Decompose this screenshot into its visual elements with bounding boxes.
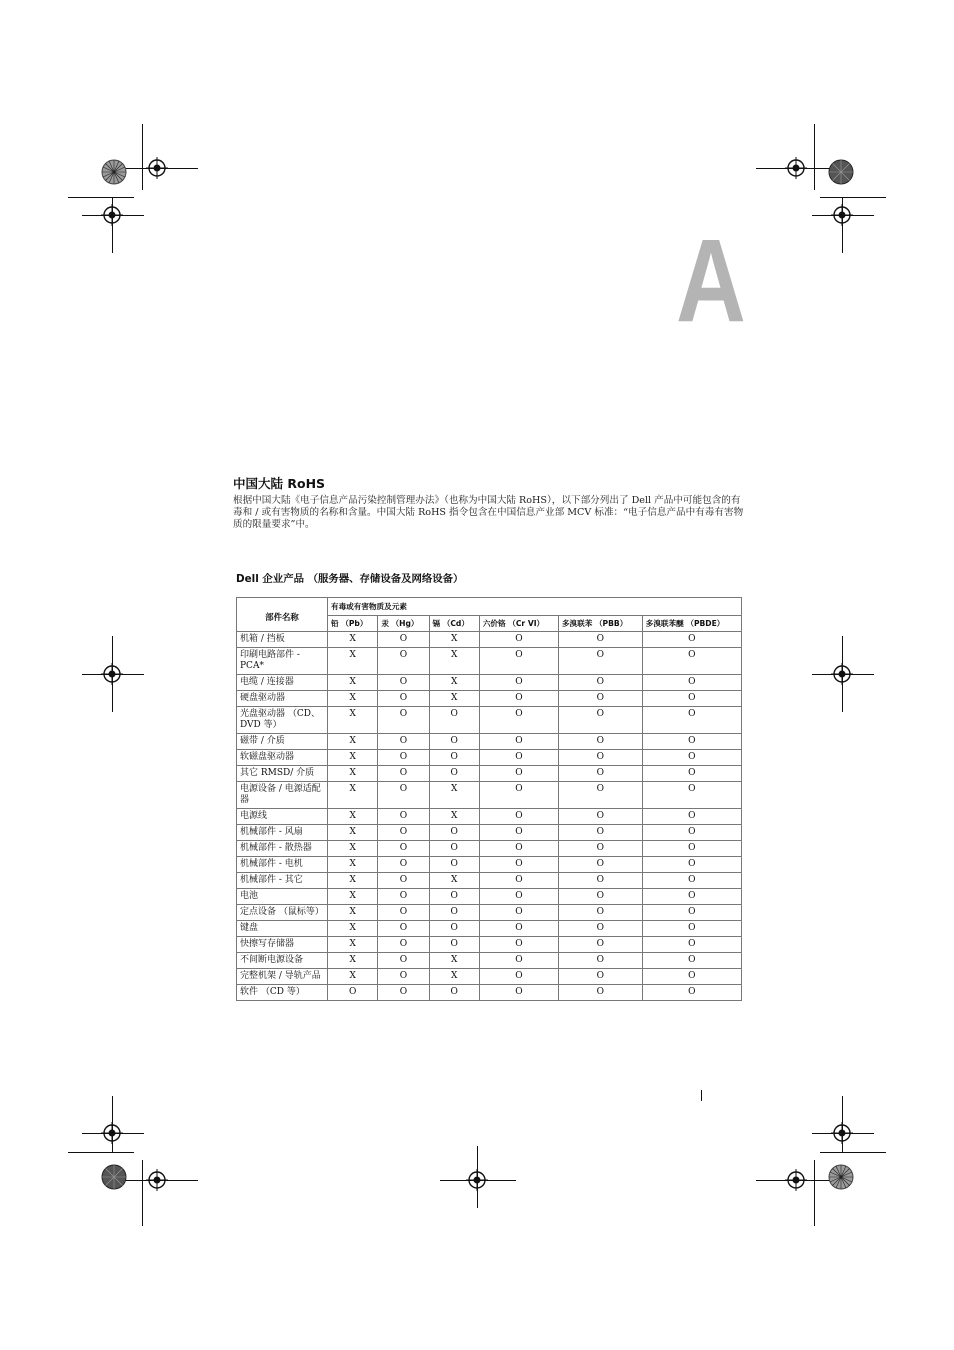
table-row [237,691,742,707]
substance-value-cell: O [642,750,741,766]
substances-group-header: 有毒或有害物质及元素 [328,598,742,616]
starburst-target-icon [101,159,127,185]
substance-value-cell: O [558,632,642,648]
part-name-cell: 完整机架 / 导轨产品 [237,969,328,985]
substance-value-cell: O [642,825,741,841]
table-caption: Dell 企业产品 （服务器、存储设备及网络设备） [236,573,464,585]
part-name-cell: 软件 （CD 等） [237,985,328,1001]
registration-mark-icon [101,1122,123,1144]
registration-mark-icon [785,157,807,179]
substance-value-cell: O [479,766,558,782]
rohs-table [236,597,742,1001]
substance-value-cell: O [558,648,642,675]
substance-value-cell: X [328,809,378,825]
table-row [237,675,742,691]
substance-value-cell: O [378,691,429,707]
part-name-cell: 机械部件 - 风扇 [237,825,328,841]
substance-value-cell: X [328,691,378,707]
substance-value-cell: O [429,750,479,766]
table-body [237,632,742,1001]
table-row [237,648,742,675]
column-header: 六价铬 （Cr VI） [479,616,558,632]
substance-value-cell: O [378,969,429,985]
table-row [237,766,742,782]
substance-value-cell: X [328,953,378,969]
column-header: 铅 （Pb） [328,616,378,632]
substance-value-cell: O [479,825,558,841]
substance-value-cell: O [479,937,558,953]
chapter-letter: A [676,215,746,347]
substance-value-cell: O [558,809,642,825]
substance-value-cell: O [378,889,429,905]
part-name-cell: 机械部件 - 电机 [237,857,328,873]
substance-value-cell: X [328,766,378,782]
substance-value-cell: O [479,750,558,766]
part-name-cell: 电源设备 / 电源适配器 [237,782,328,809]
substance-value-cell: O [642,857,741,873]
substance-value-cell: O [642,766,741,782]
substance-value-cell: X [328,734,378,750]
substance-value-cell: O [558,691,642,707]
starburst-target-icon [828,159,854,185]
substance-value-cell: X [429,648,479,675]
substance-value-cell: O [479,905,558,921]
part-name-cell: 机械部件 - 其它 [237,873,328,889]
substance-value-cell: O [479,675,558,691]
registration-mark-icon [831,663,853,685]
substance-value-cell: X [429,953,479,969]
registration-mark-icon [831,1122,853,1144]
part-name-cell: 机箱 / 挡板 [237,632,328,648]
substance-value-cell: O [642,675,741,691]
substance-value-cell: O [378,825,429,841]
substance-value-cell: O [642,809,741,825]
substance-value-cell: O [558,675,642,691]
substance-value-cell: O [558,825,642,841]
substance-value-cell: O [429,937,479,953]
substance-value-cell: O [378,750,429,766]
substance-value-cell: O [479,873,558,889]
substance-value-cell: O [378,905,429,921]
substance-value-cell: O [429,921,479,937]
substance-value-cell: O [378,873,429,889]
part-name-cell: 快擦写存储器 [237,937,328,953]
substance-value-cell: O [642,889,741,905]
table-row [237,937,742,953]
substance-value-cell: O [479,841,558,857]
registration-mark-icon [146,157,168,179]
substance-value-cell: X [328,632,378,648]
substance-value-cell: O [429,707,479,734]
substance-value-cell: O [429,734,479,750]
substance-value-cell: O [378,782,429,809]
substance-value-cell: O [558,750,642,766]
substance-value-cell: O [429,857,479,873]
substance-value-cell: X [328,921,378,937]
column-header: 汞 （Hg） [378,616,429,632]
substance-value-cell: X [328,675,378,691]
substance-value-cell: O [642,953,741,969]
substance-value-cell: O [429,985,479,1001]
substance-value-cell: X [328,937,378,953]
substance-value-cell: X [429,809,479,825]
substance-value-cell: X [328,969,378,985]
table-row [237,873,742,889]
substance-value-cell: X [328,707,378,734]
substance-value-cell: O [642,632,741,648]
part-name-cell: 软磁盘驱动器 [237,750,328,766]
substance-value-cell: O [479,648,558,675]
substance-value-cell: O [642,921,741,937]
starburst-target-icon [101,1164,127,1190]
substance-value-cell: X [429,691,479,707]
substance-value-cell: O [558,707,642,734]
substance-value-cell: O [378,953,429,969]
substance-value-cell: X [429,675,479,691]
substance-value-cell: O [558,782,642,809]
substance-value-cell: O [642,734,741,750]
substance-value-cell: X [328,782,378,809]
substance-value-cell: X [429,873,479,889]
substance-value-cell: O [642,648,741,675]
part-name-cell: 磁带 / 介质 [237,734,328,750]
column-header: 多溴联苯 （PBB） [558,616,642,632]
substance-value-cell: X [328,873,378,889]
substance-value-cell: O [429,889,479,905]
starburst-target-icon [828,1164,854,1190]
table-row [237,857,742,873]
substance-value-cell: O [558,889,642,905]
page-number-bar [701,1090,702,1101]
substance-value-cell: O [558,953,642,969]
substance-value-cell: O [642,691,741,707]
substance-value-cell: O [479,734,558,750]
substance-value-cell: X [328,825,378,841]
substance-value-cell: O [479,889,558,905]
substance-value-cell: X [328,750,378,766]
substance-value-cell: O [558,921,642,937]
registration-mark-icon [785,1169,807,1191]
substance-value-cell: O [378,921,429,937]
part-name-cell: 不间断电源设备 [237,953,328,969]
substance-value-cell: O [558,734,642,750]
substance-value-cell: O [558,937,642,953]
substance-value-cell: O [642,985,741,1001]
substance-value-cell: O [378,675,429,691]
registration-mark-icon [146,1169,168,1191]
substance-value-cell: O [378,841,429,857]
part-name-cell: 定点设备 （鼠标等） [237,905,328,921]
substance-value-cell: O [378,985,429,1001]
registration-mark-icon [466,1169,488,1191]
intro-paragraph: 根据中国大陆《电子信息产品污染控制管理办法》（也称为中国大陆 RoHS），以下部分列出了 Dell 产品中可能包含的有毒和 / 或有害物质的名称和含量。中国大陆 RoHS 指令包含在中国信息产业部 MCV 标准：“电子信息产品中有毒有害物质的限量要求”中。 [233,495,744,530]
substance-value-cell: O [479,782,558,809]
substance-value-cell: O [642,841,741,857]
substance-value-cell: O [558,985,642,1001]
table-row [237,734,742,750]
substance-value-cell: O [642,707,741,734]
part-name-cell: 其它 RMSD/ 介质 [237,766,328,782]
substance-value-cell: O [558,766,642,782]
part-name-cell: 电源线 [237,809,328,825]
substance-value-cell: O [429,905,479,921]
substance-value-cell: O [479,985,558,1001]
table-row [237,782,742,809]
part-name-cell: 键盘 [237,921,328,937]
registration-mark-icon [101,204,123,226]
table-row [237,969,742,985]
substance-value-cell: X [328,905,378,921]
substance-value-cell: O [642,873,741,889]
substance-value-cell: O [479,921,558,937]
substance-value-cell: O [378,734,429,750]
substance-value-cell: O [642,905,741,921]
substance-value-cell: O [479,632,558,648]
table-row [237,921,742,937]
substance-value-cell: O [479,969,558,985]
substance-value-cell: X [328,889,378,905]
table-row [237,632,742,648]
substance-value-cell: O [479,809,558,825]
substance-value-cell: O [479,857,558,873]
table-row [237,707,742,734]
substance-value-cell: X [328,841,378,857]
part-name-cell: 印刷电路部件 - PCA* [237,648,328,675]
substance-value-cell: O [378,809,429,825]
substance-value-cell: O [558,873,642,889]
table-row [237,750,742,766]
table-row [237,841,742,857]
substance-value-cell: O [378,766,429,782]
substance-value-cell: X [328,648,378,675]
substance-value-cell: O [479,953,558,969]
table-row [237,825,742,841]
substance-value-cell: O [328,985,378,1001]
substance-value-cell: O [378,937,429,953]
substance-value-cell: O [429,825,479,841]
registration-mark-icon [101,663,123,685]
substance-value-cell: O [558,969,642,985]
column-header: 多溴联苯醚 （PBDE） [642,616,741,632]
substance-value-cell: O [378,857,429,873]
part-name-header: 部件名称 [237,598,328,632]
table-row [237,889,742,905]
section-heading: 中国大陆 RoHS [233,476,326,491]
substance-value-cell: O [479,707,558,734]
substance-value-cell: O [642,937,741,953]
table-row [237,953,742,969]
part-name-cell: 硬盘驱动器 [237,691,328,707]
substance-value-cell: X [328,857,378,873]
part-name-cell: 电池 [237,889,328,905]
substance-value-cell: O [378,632,429,648]
substance-value-cell: O [558,841,642,857]
substance-value-cell: X [429,969,479,985]
substance-value-cell: O [642,969,741,985]
substance-value-cell: O [642,782,741,809]
part-name-cell: 电缆 / 连接器 [237,675,328,691]
substance-value-cell: X [429,632,479,648]
table-row [237,809,742,825]
substance-value-cell: X [429,782,479,809]
table-row [237,985,742,1001]
substance-value-cell: O [558,905,642,921]
column-header: 镉 （Cd） [429,616,479,632]
part-name-cell: 机械部件 - 散热器 [237,841,328,857]
registration-mark-icon [831,204,853,226]
table-row [237,905,742,921]
part-name-cell: 光盘驱动器 （CD、 DVD 等） [237,707,328,734]
substance-value-cell: O [378,707,429,734]
substance-value-cell: O [378,648,429,675]
substance-value-cell: O [479,691,558,707]
substance-value-cell: O [558,857,642,873]
substance-value-cell: O [429,766,479,782]
substance-value-cell: O [429,841,479,857]
